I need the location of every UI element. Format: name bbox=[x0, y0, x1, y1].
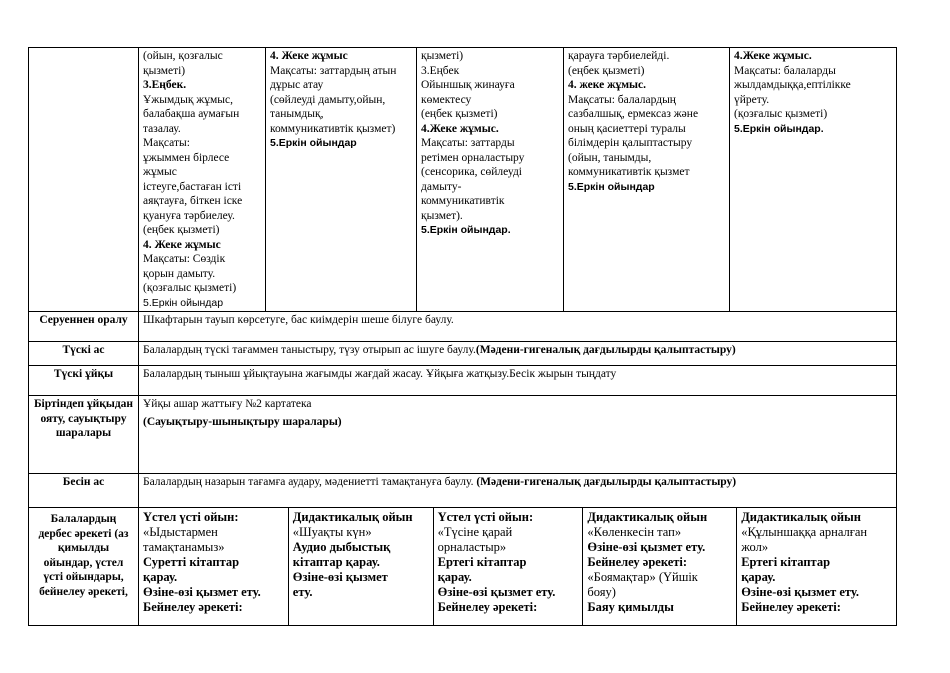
text-line: жылдамдыққа,ептілікке bbox=[734, 79, 851, 91]
text-line: Өзіне-өзі қызмет bbox=[292, 570, 388, 584]
text-line: «Ыдыстармен bbox=[143, 525, 218, 539]
text-line: Бейнелеу әрекеті: bbox=[741, 600, 841, 614]
text-line: 5.Еркін ойындар. bbox=[734, 122, 824, 135]
text-line: қарау. bbox=[143, 570, 178, 584]
text-line: балабақша аумағын bbox=[143, 108, 240, 120]
text-line: оның қасиеттері туралы bbox=[568, 122, 686, 135]
text-line: Ертегі кітаптар bbox=[741, 555, 831, 569]
text-line: қызметі) bbox=[421, 50, 464, 62]
text-line: 3.Еңбек. bbox=[143, 79, 187, 91]
text-line: 5.Еркін ойындар bbox=[568, 180, 655, 193]
row-label: Серуеннен оралу bbox=[29, 312, 139, 342]
daily-plan-table bbox=[28, 47, 897, 626]
text-line: көмектесу bbox=[421, 93, 472, 106]
activity-day-5 bbox=[737, 508, 896, 625]
text-line: коммуникативтік bbox=[421, 195, 505, 207]
text-line: қарау. bbox=[741, 570, 776, 584]
text-line: (ойын, қозғалыс bbox=[143, 50, 223, 62]
text-line: үйрету. bbox=[734, 93, 770, 106]
text-line: (ойын, танымды, bbox=[568, 151, 652, 164]
text-line: Ертегі кітаптар bbox=[437, 555, 527, 569]
text-line: 5.Еркін ойындар bbox=[270, 137, 357, 149]
text-line: Мақсаты: балалардың bbox=[568, 93, 676, 106]
activity-day-4 bbox=[583, 508, 737, 625]
text-line: (сөйлеуді дамыту,ойын, bbox=[270, 93, 386, 106]
text-line: аяқтауға, біткен іске bbox=[143, 195, 243, 207]
text-line: Ойыншық жинауға bbox=[421, 79, 515, 91]
text-line: Баяу қимылды bbox=[587, 600, 674, 614]
wake-row bbox=[29, 396, 897, 474]
text-line: Мақсаты: Сөздік bbox=[143, 253, 226, 265]
independent-activity-row bbox=[29, 508, 897, 626]
row-label: Біртіндеп ұйқыдан ояту, сауықтыру шаралары bbox=[29, 396, 139, 474]
text-line: қорын дамыту. bbox=[143, 267, 216, 280]
text-line: тамақтанамыз» bbox=[143, 540, 225, 554]
text-line: «Көленкесін тап» bbox=[587, 525, 682, 539]
day-1-cell bbox=[139, 48, 266, 312]
text-line: қызмет). bbox=[421, 209, 463, 222]
text-line: 4.Жеке жұмыс. bbox=[734, 50, 812, 62]
text-line: «Шуақты күн» bbox=[292, 525, 372, 539]
text-line: ұжыммен бірлесе bbox=[143, 151, 230, 164]
text-line: «Құлыншаққа арналған bbox=[741, 525, 868, 539]
text-line: Өзіне-өзі қызмет ету. bbox=[587, 540, 706, 554]
row-text: Балалардың түскі тағаммен таныстыру, түзу отырып ас ішуге баулу.(Мәдени-гигеналық дағдылырды қалыптастыру) bbox=[139, 342, 897, 366]
text-line: Дидактикалық ойын bbox=[587, 510, 708, 524]
text-line: (қозғалыс қызметі) bbox=[143, 282, 237, 294]
text-line: Суретті кітаптар bbox=[143, 555, 240, 569]
text-line: кітаптар қарау. bbox=[292, 555, 380, 569]
text-line: танымдық, bbox=[270, 108, 324, 120]
text-line: 4.Жеке жұмыс. bbox=[421, 122, 499, 135]
day-5-cell bbox=[730, 48, 897, 312]
text-line: Ұжымдық жұмыс, bbox=[143, 93, 233, 106]
text-line: 5.Еркін ойындар bbox=[143, 296, 224, 309]
snack-row bbox=[29, 474, 897, 508]
row-label: Балалардың дербес әрекеті (аз қимылды ойындар, үстел үсті ойындары, бейнелеу әрекеті, bbox=[29, 508, 139, 626]
text-line: 5.Еркін ойындар. bbox=[421, 224, 511, 236]
text-line: Дидактикалық ойын bbox=[292, 510, 413, 524]
text-line: (еңбек қызметі) bbox=[421, 108, 498, 120]
text-line: қуануға тәрбиелеу. bbox=[143, 209, 235, 222]
text-line: тазалау. bbox=[143, 122, 181, 135]
row-text: Балалардың назарын тағамға аудару, мәдениетті тамақтануға баулу. (Мәдени-гигеналық дағдылырды қалыптастыру) bbox=[139, 474, 897, 508]
text-line: Мақсаты: заттарды bbox=[421, 137, 515, 149]
day-2-cell bbox=[266, 48, 417, 312]
text-line: Өзіне-өзі қызмет ету. bbox=[437, 585, 556, 599]
row-label: Түскі ас bbox=[29, 342, 139, 366]
text-line: Өзіне-өзі қызмет ету. bbox=[741, 585, 859, 599]
text-line: дұрыс атау bbox=[270, 79, 324, 91]
text-line: Дидактикалық ойын bbox=[741, 510, 862, 524]
text-line: қарауға тәрбиелейді. bbox=[568, 50, 670, 62]
activity-cells bbox=[139, 508, 897, 626]
text-line: білімдерін қалыптастыру bbox=[568, 137, 693, 149]
text-line: 4. жеке жұмыс. bbox=[568, 79, 646, 91]
text-line: «Түсіне қарай bbox=[437, 525, 513, 539]
row-text: Шкафтарын тауып көрсетуге, бас киімдерін шеше білуге баулу. bbox=[139, 312, 897, 342]
row-text: Ұйқы ашар жаттығу №2 картатека (Сауықтыру-шынықтыру шаралары) bbox=[139, 396, 897, 474]
text-line: 4. Жеке жұмыс bbox=[270, 50, 348, 62]
activity-day-2 bbox=[289, 508, 434, 625]
text-line: Бейнелеу әрекеті: bbox=[143, 600, 243, 614]
text-line: Мақсаты: bbox=[143, 137, 190, 149]
text-line: жол» bbox=[741, 540, 769, 554]
text-line: жұмыс bbox=[143, 166, 177, 178]
text-line: Бейнелеу әрекеті: bbox=[437, 600, 538, 614]
row-label: Түскі ұйқы bbox=[29, 366, 139, 396]
text-line: Мақсаты: балаларды bbox=[734, 64, 836, 77]
text-line: Өзіне-өзі қызмет ету. bbox=[143, 585, 261, 599]
text-line: қызметі) bbox=[143, 64, 186, 77]
text-line: бояу) bbox=[587, 585, 616, 599]
activity-day-1 bbox=[139, 508, 289, 625]
text-line: 4. Жеке жұмыс bbox=[143, 238, 221, 251]
text-line: ету. bbox=[292, 585, 313, 599]
text-line: (қозғалыс қызметі) bbox=[734, 108, 828, 120]
text-line: Үстел үсті ойын: bbox=[143, 510, 239, 524]
day-3-cell bbox=[417, 48, 564, 312]
lunch-row bbox=[29, 342, 897, 366]
text-line: сазбалшық, ермексаз және bbox=[568, 108, 699, 120]
text-line: «Боямақтар» (Үйшік bbox=[587, 570, 698, 584]
text-line: Бейнелеу әрекеті: bbox=[587, 555, 688, 569]
text-line: Аудио дыбыстық bbox=[292, 540, 391, 554]
text-line: қарау. bbox=[437, 570, 472, 584]
nap-row bbox=[29, 366, 897, 396]
walk-activities-row bbox=[29, 48, 897, 312]
row-label: Бесін ас bbox=[29, 474, 139, 508]
text-line: (сенсорика, сөйлеуді bbox=[421, 166, 522, 178]
text-line: коммуникативтік қызмет bbox=[568, 166, 690, 178]
text-line: коммуникативтік қызмет) bbox=[270, 122, 396, 135]
text-line: істеуге,бастаған істі bbox=[143, 180, 242, 193]
text-line: Үстел үсті ойын: bbox=[437, 510, 534, 524]
activity-day-3 bbox=[434, 508, 584, 625]
row-text: Балалардың тыныш ұйықтауына жағымды жағдай жасау. Ұйқыға жатқызу.Бесік жырын тыңдату bbox=[139, 366, 897, 396]
empty-label-cell bbox=[29, 48, 139, 312]
text-line: ретімен орналастыру bbox=[421, 151, 525, 164]
text-line: 3.Еңбек bbox=[421, 64, 460, 77]
text-line: (еңбек қызметі) bbox=[568, 64, 645, 77]
day-4-cell bbox=[564, 48, 730, 312]
text-line: орналастыр» bbox=[437, 540, 507, 554]
walk-return-row bbox=[29, 312, 897, 342]
text-line: (еңбек қызметі) bbox=[143, 224, 220, 236]
text-line: Мақсаты: заттардың атын bbox=[270, 64, 397, 77]
text-line: дамыту- bbox=[421, 180, 462, 193]
